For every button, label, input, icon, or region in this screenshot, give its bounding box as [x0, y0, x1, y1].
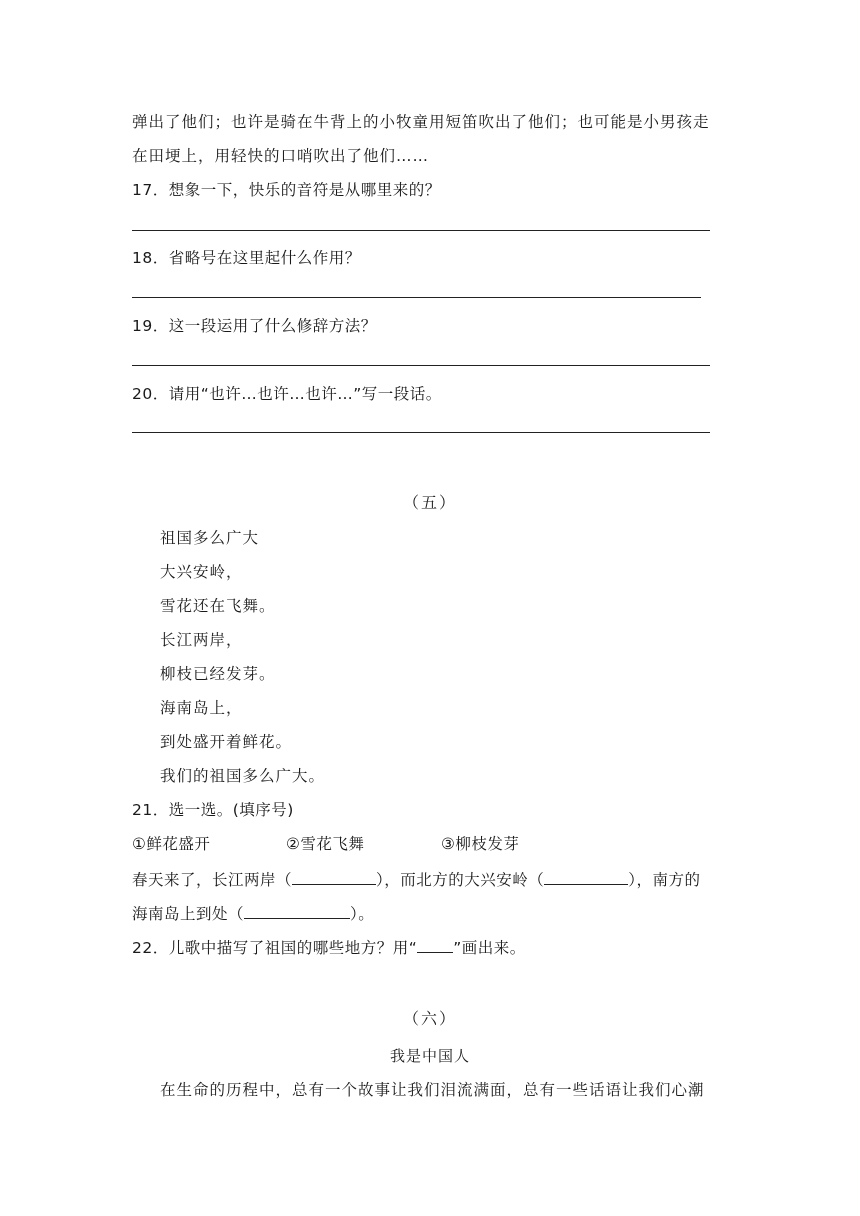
q22-text: ”画出来。	[453, 939, 526, 957]
q21-fill-line-2	[132, 902, 374, 924]
fill-text: ），南方的	[628, 871, 701, 889]
underline-sample	[417, 936, 453, 953]
answer-line-19[interactable]	[132, 365, 710, 366]
question-21: 21．选一选。(填序号)	[132, 801, 294, 819]
article-title: 我是中国人	[389, 1047, 470, 1065]
q22-text: 22．儿歌中描写了祖国的哪些地方？用“	[132, 939, 418, 957]
question-18: 18．省略号在这里起什么作用？	[132, 249, 361, 267]
option-1: ①鲜花盛开	[132, 835, 211, 853]
q21-fill-line-1	[132, 868, 701, 890]
fill-text: 海南岛上到处（	[132, 905, 245, 923]
answer-line-20[interactable]	[132, 432, 710, 433]
question-19: 19．这一段运用了什么修辞方法？	[132, 317, 377, 335]
fill-text: 春天来了，长江两岸（	[132, 871, 293, 889]
article-line-1: 在生命的历程中，总有一个故事让我们泪流满面，总有一些话语让我们心潮	[160, 1081, 705, 1099]
fill-blank-1[interactable]	[292, 868, 376, 885]
fill-text: ）。	[350, 905, 375, 923]
poem-line: 长江两岸，	[160, 631, 243, 649]
answer-line-17[interactable]	[132, 230, 710, 231]
fill-blank-2[interactable]	[544, 868, 628, 885]
poem-line: 柳枝已经发芽。	[160, 665, 276, 683]
fill-blank-3[interactable]	[244, 902, 350, 919]
section-6-title: （六）	[402, 1009, 457, 1028]
q21-options	[132, 834, 732, 856]
question-20: 20．请用“也许…也许…也许…”写一段话。	[132, 385, 442, 403]
section-5-title: （五）	[402, 493, 457, 512]
question-17: 17．想象一下，快乐的音符是从哪里来的？	[132, 181, 441, 199]
poem-line: 到处盛开着鲜花。	[160, 733, 293, 751]
poem-line: 我们的祖国多么广大。	[160, 767, 326, 785]
poem-line: 雪花还在飞舞。	[160, 597, 276, 615]
option-3: ③柳枝发芽	[441, 835, 520, 853]
poem-title: 祖国多么广大	[160, 529, 260, 547]
passage-line-1: 弹出了他们；也许是骑在牛背上的小牧童用短笛吹出了他们；也可能是小男孩走	[132, 113, 710, 131]
fill-text: ），而北方的大兴安岭（	[376, 871, 545, 889]
poem-line: 海南岛上，	[160, 699, 243, 717]
option-2: ②雪花飞舞	[286, 835, 365, 853]
answer-line-18[interactable]	[132, 297, 701, 298]
passage-line-2: 在田埂上，用轻快的口哨吹出了他们……	[132, 147, 430, 165]
poem-line: 大兴安岭，	[160, 563, 243, 581]
question-22	[132, 936, 526, 958]
